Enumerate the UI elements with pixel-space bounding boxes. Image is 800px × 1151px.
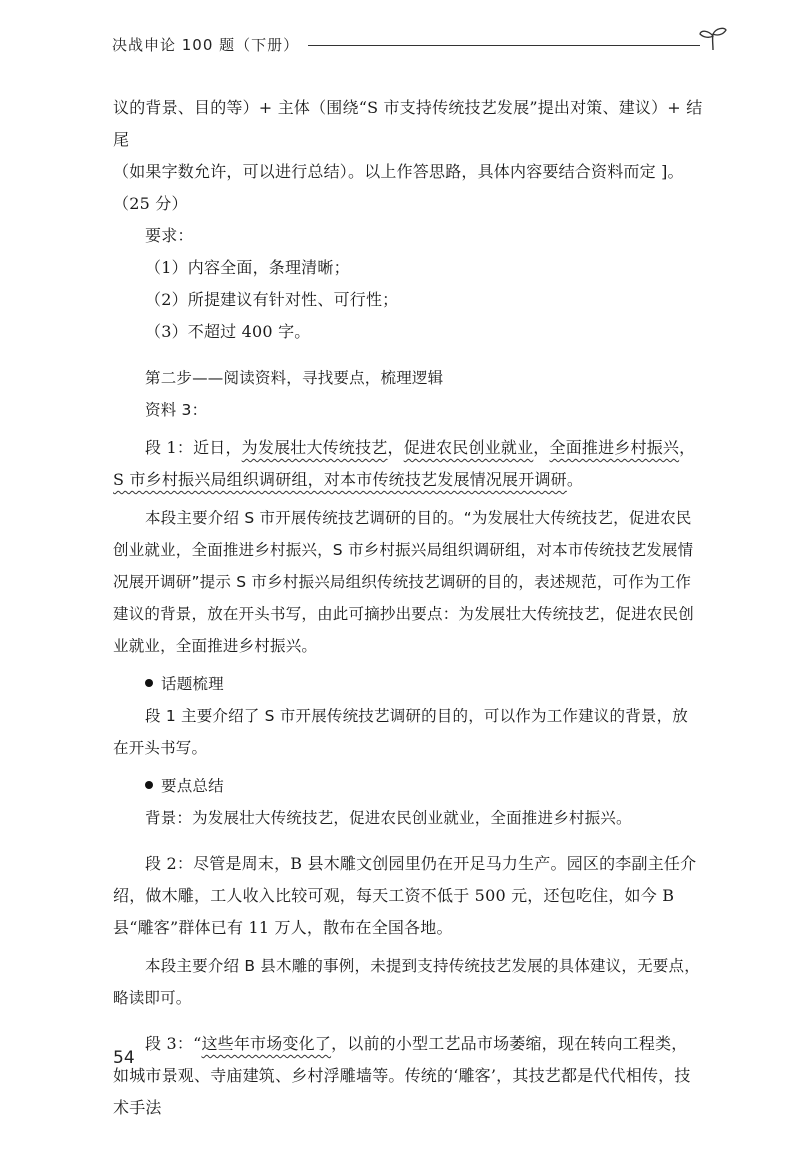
bullet-icon: [145, 679, 153, 687]
step-two-title: 第二步——阅读资料，寻找要点，梳理逻辑: [145, 369, 444, 387]
paragraph-2: 段 2：尽管是周末，B 县木雕文创园里仍在开足马力生产。园区的李副主任介绍，做木雕，工人收入比较可观，每天工资不低于 500 元，还包吃住，如今 B 县“雕客”群体已有 11 万人，散布在全国各地。: [113, 854, 697, 937]
sprout-icon: [698, 26, 728, 52]
header-rule: [308, 45, 700, 46]
analysis-1: 本段主要介绍 S 市开展传统技艺调研的目的。“为发展壮大传统技艺，促进农民创业就业，全面推进乡村振兴，S 市乡村振兴局组织调研组，对本市传统技艺发展情况展开调研”提示 S 市乡村振兴局组织传统技艺调研的目的，表述规范，可作为工作建议的背景，放在开头书写，由此可摘抄出要点：为发展壮大传统技艺，促进农民创业就业，全面推进乡村振兴。: [113, 509, 694, 655]
comma: ，: [679, 438, 696, 457]
underlined-phrase: S 市乡村振兴局组织调研组，对本市传统技艺发展情况展开调研: [113, 470, 567, 489]
paragraph-3: [113, 1028, 703, 1124]
comma: ，: [387, 438, 404, 457]
bullet-icon: [145, 781, 153, 789]
topic-text: 段 1 主要介绍了 S 市开展传统技艺调研的目的，可以作为工作建议的背景，放在开头书写。: [113, 707, 689, 757]
analysis-2: 本段主要介绍 B 县木雕的事例，未提到支持传统技艺发展的具体建议，无要点，略读即可。: [113, 957, 700, 1007]
requirement-3: （3）不超过 400 字。: [145, 322, 311, 341]
comma: ，: [533, 438, 550, 457]
paragraph-1: [113, 432, 703, 496]
page-number: 54: [113, 1048, 135, 1068]
intro-line-2: （如果字数允许，可以进行总结）。以上作答思路，具体内容要结合资料而定 ]。（25 分）: [113, 162, 684, 213]
summary-text: 背景：为发展壮大传统技艺，促进农民创业就业，全面推进乡村振兴。: [145, 809, 632, 827]
topic-heading: [113, 668, 703, 700]
paragraph-3-rest: ，以前的小型工艺品市场萎缩，现在转向工程类，如城市景观、寺庙建筑、乡村浮雕墙等。传统的‘雕客’，其技艺都是代代相传，技术手法: [113, 1034, 691, 1117]
requirement-1: （1）内容全面，条理清晰；: [145, 258, 350, 277]
underlined-phrase: 为发展壮大传统技艺: [241, 438, 388, 457]
underlined-phrase: 全面推进乡村振兴: [549, 438, 680, 457]
paragraph-3-prefix: 段 3：“: [145, 1034, 202, 1053]
underlined-phrase: 促进农民创业就业: [403, 438, 534, 457]
period: 。: [566, 470, 584, 489]
header-title: 决战申论 100 题（下册）: [112, 36, 300, 54]
running-header: [112, 28, 722, 54]
topic-label: 话题梳理: [161, 675, 224, 693]
underlined-phrase: 这些年市场变化了: [201, 1034, 332, 1053]
page-content: [113, 92, 703, 1124]
material-label: 资料 3：: [145, 401, 208, 419]
intro-line-1: 议的背景、目的等）+ 主体（围绕“S 市支持传统技艺发展”提出对策、建议）+ 结尾: [113, 98, 703, 149]
requirement-2: （2）所提建议有针对性、可行性；: [145, 290, 399, 309]
requirements-label: 要求：: [145, 226, 194, 245]
summary-label: 要点总结: [161, 777, 224, 795]
paragraph-1-prefix: 段 1：近日，: [145, 438, 242, 457]
summary-heading: [113, 770, 703, 802]
